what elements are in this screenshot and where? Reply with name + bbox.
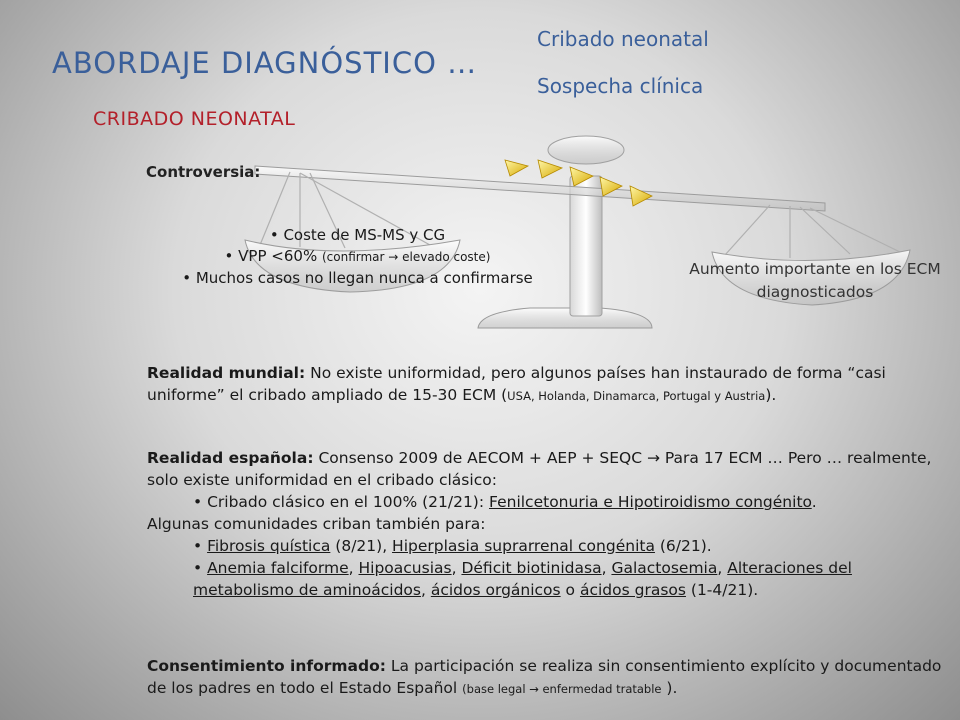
section-subtitle: CRIBADO NEONATAL — [93, 108, 296, 130]
extended-count: (1-4/21). — [685, 581, 759, 599]
separator: , — [451, 559, 462, 577]
controversy-item-vpp — [120, 246, 595, 268]
arrow-icon — [538, 160, 562, 178]
nav-link-cribado-neonatal[interactable]: Cribado neonatal — [537, 27, 709, 51]
spain-reality-paragraph — [147, 447, 953, 601]
consent-note-post: enfermedad tratable — [538, 682, 662, 696]
classic-screening-diseases: Fenilcetonuria e Hipotiroidismo congénito — [489, 493, 812, 511]
bullet-prefix: • — [193, 559, 208, 577]
separator: , — [717, 559, 728, 577]
fibrosis-count: (8/21), — [330, 537, 393, 555]
vpp-text: • VPP <60% — [224, 247, 318, 265]
disease-hipoacusias: Hipoacusias — [358, 559, 452, 577]
arrow-right-icon: → — [529, 682, 539, 696]
spain-reality-label: Realidad española: — [147, 449, 314, 467]
right-pan-strings — [725, 205, 900, 258]
world-reality-text: No existe uniformidad, pero algunos países han instaurado de forma “casi uniforme” el cribado ampliado de 15-30 ECM ( — [147, 364, 886, 404]
vpp-note: (confirmar → elevado coste) — [321, 250, 491, 264]
controversy-item-cost: • Coste de MS-MS y CG — [269, 226, 446, 244]
disease-galactosemia: Galactosemia — [611, 559, 718, 577]
world-reality-label: Realidad mundial: — [147, 364, 306, 382]
disease-aminoacidos: Alteraciones del metabolismo de aminoácidos — [193, 559, 852, 599]
disease-biotinidasa: Déficit biotinidasa — [461, 559, 602, 577]
separator: , — [348, 559, 359, 577]
controversy-item-unconfirmed: • Muchos casos no llegan nunca a confirmarse — [182, 269, 533, 287]
classic-screening-text: • Cribado clásico en el 100% (21/21): — [193, 493, 490, 511]
spain-reality-intro — [147, 447, 953, 491]
consent-text: La participación se realiza sin consentimiento explícito y documentado de los padres en todo el Estado Español — [147, 657, 942, 697]
extended-screening-bullet-2 — [147, 557, 953, 601]
arrow-icon — [630, 186, 652, 206]
separator: , — [601, 559, 612, 577]
consent-label: Consentimiento informado: — [147, 657, 386, 675]
world-reality-countries: USA, Holanda, Dinamarca, Portugal y Austria — [507, 389, 766, 403]
extended-screening-bullet-1 — [147, 535, 953, 557]
controversy-list — [120, 225, 595, 289]
classic-screening-bullet — [147, 491, 953, 513]
nav-link-sospecha-clinica[interactable]: Sospecha clínica — [537, 74, 704, 98]
consent-paragraph — [147, 655, 953, 700]
disease-anemia: Anemia falciforme — [207, 559, 349, 577]
consent-note — [462, 682, 661, 696]
disease-acidos-organicos: ácidos orgánicos — [430, 581, 561, 599]
controversy-label: Controversia: — [146, 163, 261, 181]
world-reality-end: ). — [765, 386, 777, 404]
world-reality-paragraph — [147, 362, 953, 407]
arrow-icon — [505, 160, 528, 176]
bullet-prefix: • — [193, 537, 208, 555]
separator: o — [560, 581, 580, 599]
classic-screening-end: . — [811, 493, 817, 511]
increase-note: Aumento importante en los ECM diagnosticados — [689, 260, 941, 301]
some-communities-line: Algunas comunidades criban también para: — [147, 515, 486, 533]
hiperplasia-count: (6/21). — [654, 537, 712, 555]
scale-beam — [255, 166, 825, 211]
separator: , — [420, 581, 431, 599]
consent-note-pre: (base legal — [462, 682, 530, 696]
spain-reality-text: Consenso 2009 de AECOM + AEP + SEQC → Para 17 ECM … Pero … realmente, solo existe uniformidad en el cribado clásico: — [147, 449, 932, 489]
disease-acidos-grasos: ácidos grasos — [579, 581, 686, 599]
disease-hiperplasia: Hiperplasia suprarrenal congénita — [392, 537, 655, 555]
scale-base — [478, 308, 652, 328]
page-title: ABORDAJE DIAGNÓSTICO … — [52, 46, 478, 80]
consent-end: ). — [661, 679, 678, 697]
scale-pivot — [548, 136, 624, 164]
disease-fibrosis: Fibrosis quística — [207, 537, 331, 555]
